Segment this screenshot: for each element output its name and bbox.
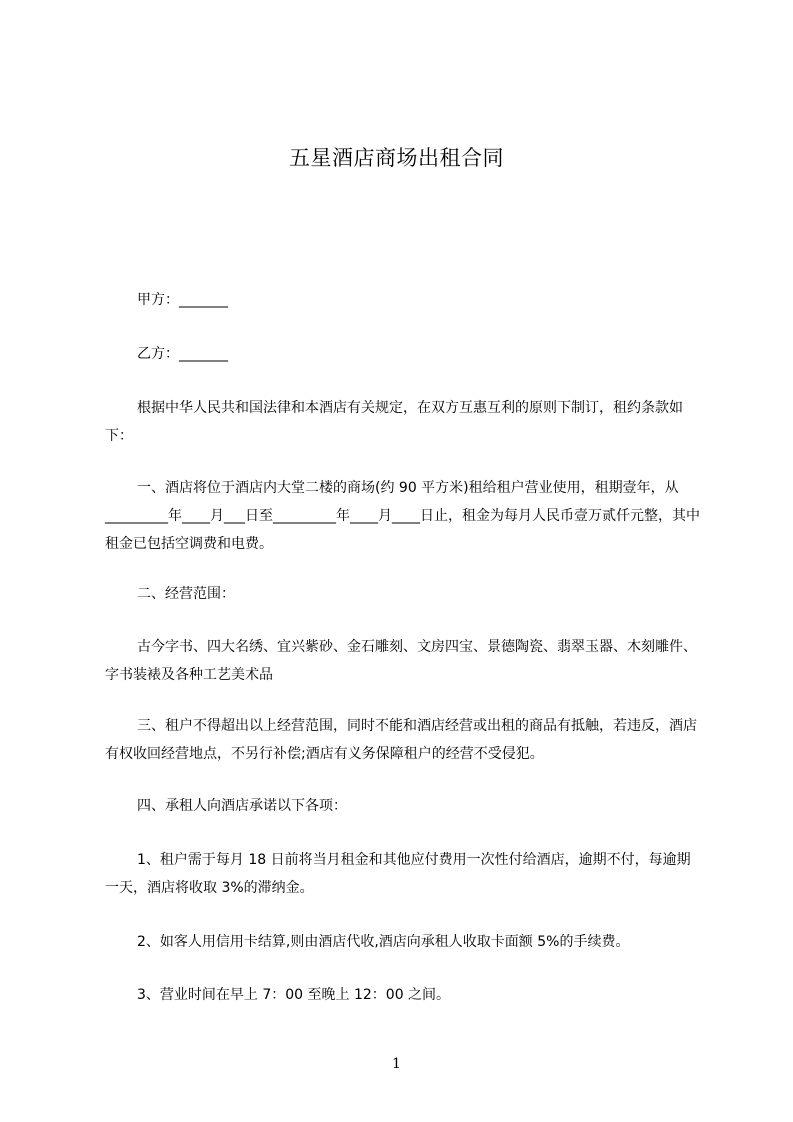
clause-4-item-2: 2、如客人用信用卡结算,则由酒店代收,酒店向承租人收取卡面额 5%的手续费。 xyxy=(137,934,630,950)
clause-1-paragraph: 一、酒店将位于酒店内大堂二楼的商场(约 90 平方米)租给租户营业使用，租期壹年，从_________年____月___日至_________年____月____日止，租金为每月人民币壹万贰仟元整，其中租金已包括空调费和电费。 xyxy=(105,480,700,552)
clause-4-heading: 四、承租人向酒店承诺以下各项： xyxy=(137,798,347,814)
clause-4-item-3: 3、营业时间在早上 7：00 至晚上 12：00 之间。 xyxy=(137,987,451,1003)
document-title: 五星酒店商场出租合同 xyxy=(289,146,504,170)
clause-2-body: 古今字书、四大名绣、宜兴紫砂、金石雕刻、文房四宝、景德陶瓷、翡翠玉器、木刻雕件、字书装裱及各种工艺美术品 xyxy=(105,639,697,683)
party-a-line: 甲方：_______ xyxy=(137,292,228,308)
party-b-line: 乙方：_______ xyxy=(137,346,228,362)
intro-paragraph: 根据中华人民共和国法律和本酒店有关规定，在双方互惠互利的原则下制订，租约条款如下： xyxy=(105,400,683,444)
clause-4-item-1: 1、租户需于每月 18 日前将当月租金和其他应付费用一次性付给酒店，逾期不付，每逾期一天，酒店将收取 3%的滞纳金。 xyxy=(105,852,691,896)
page-number: 1 xyxy=(392,1056,401,1072)
clause-2-heading: 二、经营范围： xyxy=(137,586,235,602)
clause-3-paragraph: 三、租户不得超出以上经营范围，同时不能和酒店经营或出租的商品有抵触，若违反，酒店有权收回经营地点，不另行补偿;酒店有义务保障租户的经营不受侵犯。 xyxy=(105,718,697,762)
